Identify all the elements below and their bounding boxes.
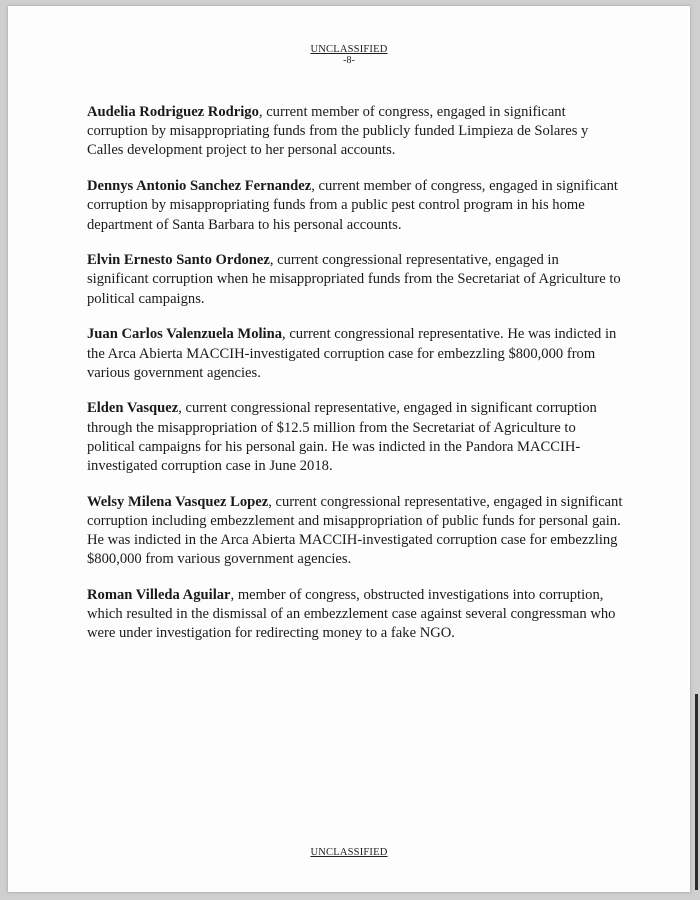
page-footer (8, 847, 690, 858)
document-body (87, 103, 623, 660)
entry-paragraph (87, 399, 623, 476)
entry-name: Juan Carlos Valenzuela Molina (87, 326, 283, 343)
entry-text: , member of congress, obstructed investigations into corruption, which resulted in the dismissal of an embezzlement case against several congressman who were under investigation for redirecting money to a fake NGO. (87, 587, 616, 642)
entry-text: , current member of congress, engaged in significant corruption by misappropriating funds from the publicly funded Limpieza de Solares y Calles development project to her personal accounts. (87, 104, 589, 159)
header-classification: UNCLASSIFIED (310, 44, 388, 55)
entry-paragraph (87, 251, 623, 309)
page-header (8, 44, 690, 66)
footer-classification: UNCLASSIFIED (310, 847, 388, 858)
entry-name: Audelia Rodriguez Rodrigo (87, 104, 259, 120)
entry-paragraph (87, 325, 623, 383)
document-page (8, 6, 690, 892)
entry-text: , current congressional representative, engaged in significant corruption including embezzlement and misappropriation of public funds for personal gain. He was indicted in the Arca Abierta MACCIH-investigated corruption case for embezzling $800,000 from various government agencies. (87, 493, 623, 568)
entry-name: Dennys Antonio Sanchez Fernandez (87, 178, 312, 195)
entry-name: Elvin Ernesto Santo Ordonez (87, 252, 270, 269)
page-number: -8- (343, 55, 355, 66)
scrollbar-thumb[interactable] (695, 694, 698, 890)
entry-text: , current congressional representative, engaged in significant corruption through the misappropriation of $12.5 million from the Secretariat of Agriculture to political campaigns for his personal gain. He was indicted in the Pandora MACCIH-investigated corruption case in June 2018. (87, 400, 597, 475)
entry-text: , current congressional representative. He was indicted in the Arca Abierta MACCIH-investigated corruption case for embezzling $800,000 from various government agencies. (87, 326, 617, 381)
entry-text: , current member of congress, engaged in significant corruption by misappropriating funds from a public pest control program in his home department of Santa Barbara to his personal accounts. (87, 178, 618, 233)
entry-paragraph (87, 177, 623, 235)
entry-name: Elden Vasquez (87, 400, 179, 417)
entry-paragraph (87, 103, 623, 161)
entry-name: Welsy Milena Vasquez Lopez (87, 493, 269, 510)
entry-paragraph (87, 586, 623, 644)
entry-name: Roman Villeda Aguilar (87, 587, 231, 604)
entry-text: , current congressional representative, engaged in significant corruption when he misappropriated funds from the Secretariat of Agriculture to political campaigns. (87, 252, 621, 307)
entry-paragraph (87, 493, 623, 570)
